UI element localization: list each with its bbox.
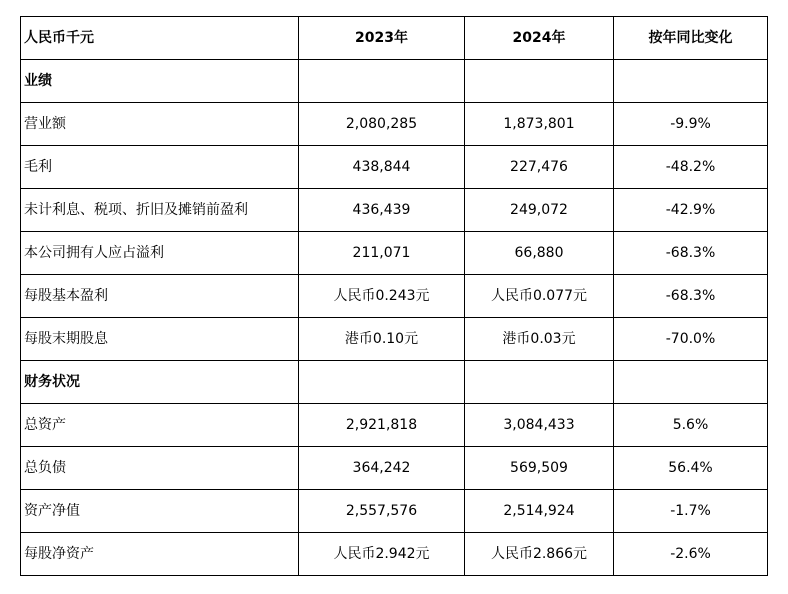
- row-label: 总资产: [21, 404, 299, 447]
- row-label: 资产净值: [21, 490, 299, 533]
- table-row: [21, 490, 768, 533]
- section-row-financial-position: [21, 361, 768, 404]
- header-change: 按年同比变化: [614, 17, 768, 60]
- header-unit: 人民币千元: [21, 17, 299, 60]
- value-2024: 227,476: [465, 146, 614, 189]
- empty-cell: [465, 361, 614, 404]
- section-title: 业绩: [21, 60, 299, 103]
- value-2023: 436,439: [299, 189, 465, 232]
- value-change: -48.2%: [614, 146, 768, 189]
- value-change: -68.3%: [614, 275, 768, 318]
- section-title: 财务状况: [21, 361, 299, 404]
- row-label: 未计利息、税项、折旧及摊销前盈利: [21, 189, 299, 232]
- empty-cell: [299, 361, 465, 404]
- table-row: [21, 318, 768, 361]
- value-2023: 211,071: [299, 232, 465, 275]
- value-2024: 569,509: [465, 447, 614, 490]
- value-2023: 2,080,285: [299, 103, 465, 146]
- row-label: 每股净资产: [21, 533, 299, 576]
- value-2023: 438,844: [299, 146, 465, 189]
- row-label: 总负债: [21, 447, 299, 490]
- value-2024: 1,873,801: [465, 103, 614, 146]
- value-2023: 2,557,576: [299, 490, 465, 533]
- value-2024: 249,072: [465, 189, 614, 232]
- value-change: -1.7%: [614, 490, 768, 533]
- row-label: 每股末期股息: [21, 318, 299, 361]
- value-change: -68.3%: [614, 232, 768, 275]
- row-label: 本公司拥有人应占溢利: [21, 232, 299, 275]
- table-row: [21, 275, 768, 318]
- row-label: 每股基本盈利: [21, 275, 299, 318]
- row-label: 毛利: [21, 146, 299, 189]
- table-row: [21, 533, 768, 576]
- value-2023: 人民币0.243元: [299, 275, 465, 318]
- header-2024: 2024年: [465, 17, 614, 60]
- value-2024: 港币0.03元: [465, 318, 614, 361]
- table-row: [21, 103, 768, 146]
- value-2024: 人民币2.866元: [465, 533, 614, 576]
- value-change: -42.9%: [614, 189, 768, 232]
- row-label: 营业额: [21, 103, 299, 146]
- table-row: [21, 232, 768, 275]
- value-change: -2.6%: [614, 533, 768, 576]
- value-change: -70.0%: [614, 318, 768, 361]
- value-2024: 人民币0.077元: [465, 275, 614, 318]
- table-row: [21, 189, 768, 232]
- table-row: [21, 146, 768, 189]
- table-row: [21, 447, 768, 490]
- value-2024: 3,084,433: [465, 404, 614, 447]
- table-header-row: [21, 17, 768, 60]
- value-2024: 2,514,924: [465, 490, 614, 533]
- value-2023: 港币0.10元: [299, 318, 465, 361]
- value-2024: 66,880: [465, 232, 614, 275]
- value-2023: 364,242: [299, 447, 465, 490]
- value-2023: 人民币2.942元: [299, 533, 465, 576]
- financial-summary-table: [20, 16, 768, 576]
- table-row: [21, 404, 768, 447]
- header-2023: 2023年: [299, 17, 465, 60]
- value-change: -9.9%: [614, 103, 768, 146]
- value-2023: 2,921,818: [299, 404, 465, 447]
- value-change: 5.6%: [614, 404, 768, 447]
- value-change: 56.4%: [614, 447, 768, 490]
- empty-cell: [614, 361, 768, 404]
- section-row-performance: [21, 60, 768, 103]
- empty-cell: [465, 60, 614, 103]
- empty-cell: [614, 60, 768, 103]
- empty-cell: [299, 60, 465, 103]
